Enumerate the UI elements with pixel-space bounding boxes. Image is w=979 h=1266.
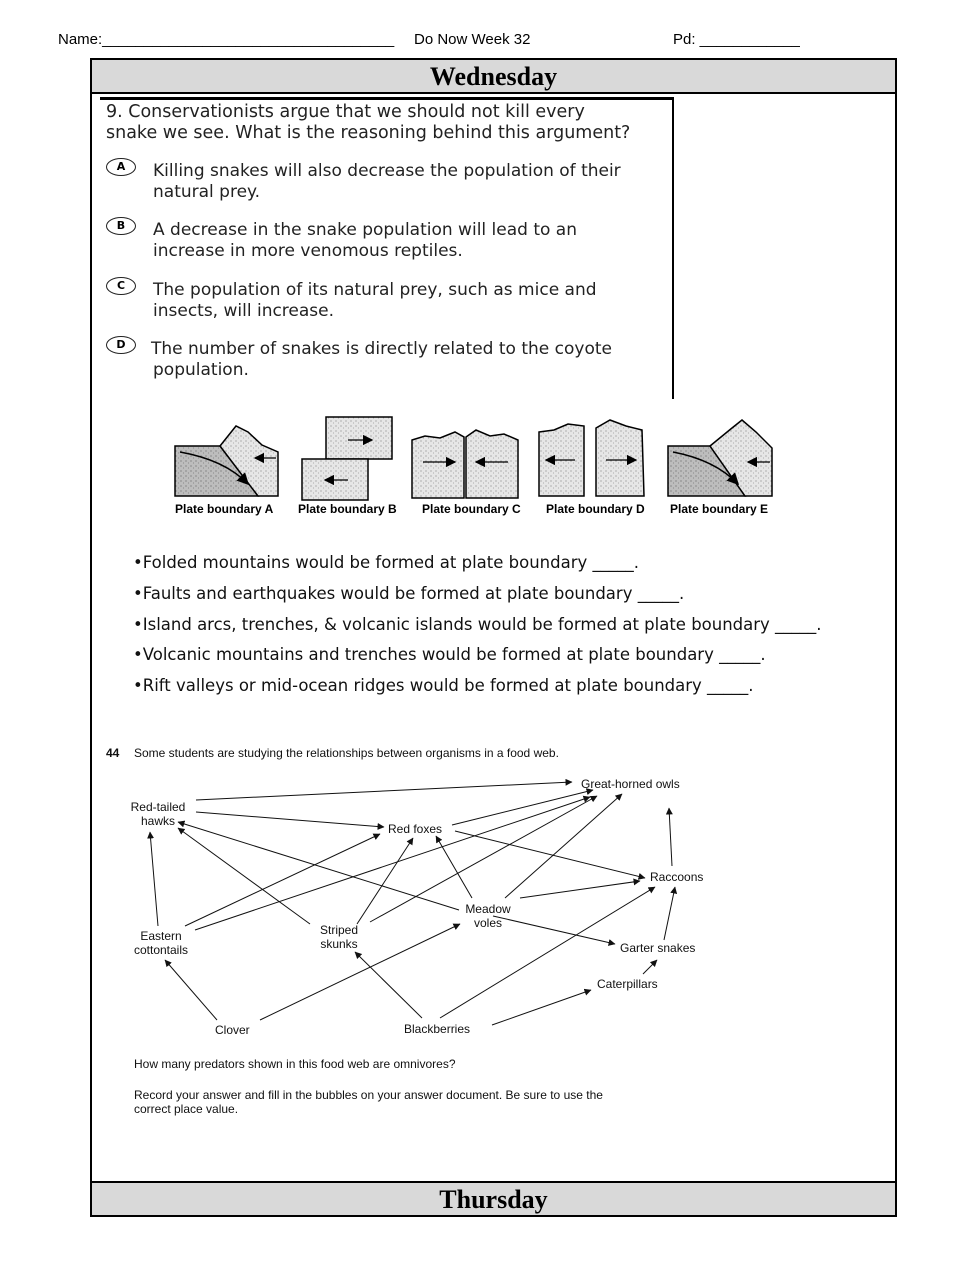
skunks-label-line-2: skunks (320, 937, 358, 951)
hawks-label-line-2: hawks (140, 814, 175, 828)
organism-meadow-voles (458, 902, 518, 930)
cottontails-label-line-1: Eastern (140, 929, 182, 943)
organism-eastern-cottontails (126, 929, 196, 957)
statement-volcanic-mountains: •Volcanic mountains and trenches would be formed at plate boundary _____. (133, 645, 766, 664)
question-44-prompt: How many predators shown in this food web are omnivores? (134, 1057, 456, 1071)
voles-label-line-2: voles (473, 916, 502, 930)
plate-boundary-e-label: Plate boundary E (670, 502, 769, 516)
question-44-number: 44 (106, 746, 120, 760)
option-a-line-1: Killing snakes will also decrease the population of their (153, 161, 621, 181)
organism-garter-snakes: Garter snakes (620, 941, 696, 955)
period-field-label: Pd: ____________ (673, 31, 800, 48)
plate-boundary-a-label: Plate boundary A (175, 502, 274, 516)
question-9-line-2: snake we see. What is the reasoning behind this argument? (106, 123, 631, 143)
question-9-line-1: 9. Conservationists argue that we should not kill every (106, 102, 585, 122)
name-field-label: Name:___________________________________ (58, 31, 395, 48)
statement-faults-earthquakes: •Faults and earthquakes would be formed at plate boundary _____. (133, 584, 685, 603)
statement-folded-mountains: •Folded mountains would be formed at plate boundary _____. (133, 553, 639, 572)
organism-striped-skunks (311, 923, 367, 951)
question-44-instruction-line-2: correct place value. (134, 1102, 239, 1116)
cottontails-label-line-2: cottontails (133, 943, 189, 957)
plate-boundary-d-label: Plate boundary D (546, 502, 645, 516)
option-b-bubble[interactable]: B (106, 217, 136, 235)
organism-blackberries: Blackberries (404, 1022, 471, 1036)
option-d-line-1: The number of snakes is directly related to the coyote (151, 339, 612, 359)
plate-boundary-c-label: Plate boundary C (422, 502, 521, 516)
statement-island-arcs: •Island arcs, trenches, & volcanic islands would be formed at plate boundary _____. (133, 615, 822, 634)
option-a-bubble[interactable]: A (106, 158, 136, 176)
option-c-line-1: The population of its natural prey, such as mice and (153, 280, 597, 300)
thursday-heading: Thursday (90, 1181, 897, 1217)
option-d-bubble[interactable]: D (106, 336, 136, 354)
skunks-label-line-1: Striped (319, 923, 359, 937)
hawks-label-line-1: Red-tailed (130, 800, 186, 814)
voles-label-line-1: Meadow (465, 902, 511, 916)
option-b-line-2: increase in more venomous reptiles. (153, 241, 463, 261)
organism-clover: Clover (215, 1023, 250, 1037)
organism-raccoons: Raccoons (650, 870, 704, 884)
option-b-line-1: A decrease in the snake population will lead to an (153, 220, 577, 240)
organism-great-horned-owls: Great-horned owls (581, 777, 680, 791)
option-c-bubble[interactable]: C (106, 277, 136, 295)
wednesday-heading: Wednesday (90, 58, 897, 94)
organism-red-tailed-hawks (125, 800, 191, 828)
organism-red-foxes: Red foxes (388, 822, 443, 836)
page-title: Do Now Week 32 (414, 31, 531, 48)
organism-caterpillars: Caterpillars (597, 977, 658, 991)
option-c-line-2: insects, will increase. (153, 301, 335, 321)
option-a-line-2: natural prey. (153, 182, 261, 202)
option-d-line-2: population. (153, 360, 249, 380)
statement-rift-valleys: •Rift valleys or mid-ocean ridges would be formed at plate boundary _____. (133, 676, 754, 695)
question-44-instruction-line-1: Record your answer and fill in the bubbles on your answer document. Be sure to use the (134, 1088, 603, 1102)
plate-boundary-b-label: Plate boundary B (298, 502, 397, 516)
question-44-intro: Some students are studying the relationships between organisms in a food web. (134, 746, 559, 760)
